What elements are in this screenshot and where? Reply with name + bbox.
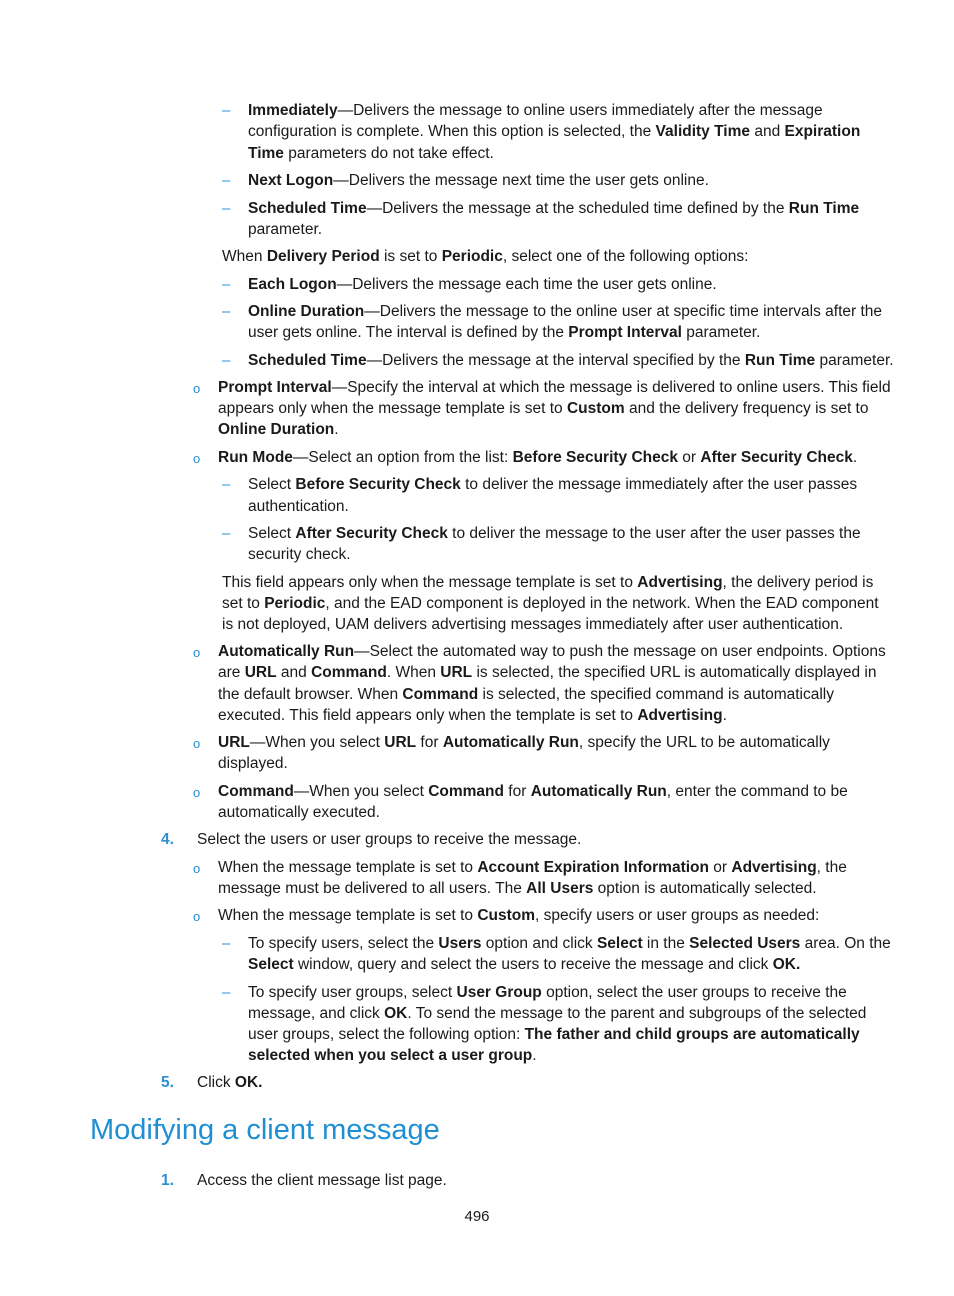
text-line: Access the client message list page. <box>197 1172 447 1189</box>
circle-bullet: o <box>193 451 201 466</box>
page-number: 496 <box>464 1208 490 1225</box>
text-line: Run Mode—Select an option from the list: Before Security Check or After Security Check. <box>218 449 858 466</box>
text-line: parameter. <box>248 221 323 238</box>
text-line: When the message template is set to Custom, specify users or user groups as needed: <box>218 907 820 924</box>
text-line: appears only when the message template is set to Custom and the delivery frequency is set to <box>218 400 869 417</box>
dash-bullet: – <box>222 984 231 1001</box>
circle-bullet: o <box>193 909 201 924</box>
text-line: set to Periodic, and the EAD component is deployed in the network. When the EAD component <box>222 595 879 612</box>
text-line: Select After Security Check to deliver the message to the user after the user passes the <box>248 525 861 542</box>
circle-bullet: o <box>193 645 201 660</box>
circle-bullet: o <box>193 736 201 751</box>
circle-bullet: o <box>193 785 201 800</box>
step-number: 1. <box>161 1172 174 1189</box>
text-line: Automatically Run—Select the automated way to push the message on user endpoints. Options <box>218 643 886 660</box>
text-line: When Delivery Period is set to Periodic, select one of the following options: <box>222 248 749 265</box>
text-line: To specify user groups, select User Group option, select the user groups to receive the <box>248 984 847 1001</box>
text-line: selected when you select a user group. <box>248 1047 537 1064</box>
text-line: automatically executed. <box>218 804 380 821</box>
dash-bullet: – <box>222 102 231 119</box>
text-line: Online Duration—Delivers the message to the online user at specific time intervals after the <box>248 303 883 320</box>
text-line: Select Before Security Check to deliver the message immediately after the user passes <box>248 476 858 493</box>
dash-bullet: – <box>222 200 231 217</box>
step-number: 5. <box>161 1074 174 1091</box>
circle-bullet: o <box>193 381 201 396</box>
dash-bullet: – <box>222 935 231 952</box>
text-line: displayed. <box>218 755 288 772</box>
text-line: Time parameters do not take effect. <box>248 145 494 162</box>
text-line: Select the users or user groups to receive the message. <box>197 831 582 848</box>
text-line: Scheduled Time—Delivers the message at the scheduled time defined by the Run Time <box>248 200 860 217</box>
text-line: Immediately—Delivers the message to online users immediately after the message <box>248 102 823 119</box>
text-line: executed. This field appears only when the template is set to Advertising. <box>218 707 727 724</box>
text-line: message, and click OK. To send the message to the parent and subgroups of the selected <box>248 1005 867 1022</box>
text-line: URL—When you select URL for Automatically Run, specify the URL to be automatically <box>218 734 830 751</box>
text-line: security check. <box>248 546 351 563</box>
dash-bullet: – <box>222 476 231 493</box>
dash-bullet: – <box>222 352 231 369</box>
text-line: Select window, query and select the users to receive the message and click OK. <box>248 956 801 973</box>
text-line: is not deployed, UAM delivers advertising messages immediately after user authentication. <box>222 616 844 633</box>
text-line: This field appears only when the message template is set to Advertising, the delivery period is <box>222 574 874 591</box>
text-line: are URL and Command. When URL is selected, the specified URL is automatically displayed in <box>218 664 877 681</box>
text-line: message must be delivered to all users. The All Users option is automatically selected. <box>218 880 817 897</box>
text-line: user groups, select the following option: The father and child groups are automatically <box>248 1026 860 1043</box>
text-line: Online Duration. <box>218 421 339 438</box>
text-line: user gets online. The interval is defined by the Prompt Interval parameter. <box>248 324 761 341</box>
text-line: Next Logon—Delivers the message next time the user gets online. <box>248 172 709 189</box>
text-line: Scheduled Time—Delivers the message at the interval specified by the Run Time parameter. <box>248 352 894 369</box>
dash-bullet: – <box>222 303 231 320</box>
text-line: Each Logon—Delivers the message each time the user gets online. <box>248 276 717 293</box>
text-line: configuration is complete. When this option is selected, the Validity Time and Expiration <box>248 123 861 140</box>
text-line: To specify users, select the Users option and click Select in the Selected Users area. On the <box>248 935 891 952</box>
dash-bullet: – <box>222 525 231 542</box>
text-line: When the message template is set to Account Expiration Information or Advertising, the <box>218 859 847 876</box>
text-line: the default browser. When Command is selected, the specified command is automatically <box>218 686 834 703</box>
text-line: Click OK. <box>197 1074 263 1091</box>
text-line: Command—When you select Command for Automatically Run, enter the command to be <box>218 783 848 800</box>
step-number: 4. <box>161 831 174 848</box>
circle-bullet: o <box>193 861 201 876</box>
dash-bullet: – <box>222 172 231 189</box>
text-line: Prompt Interval—Specify the interval at which the message is delivered to online users. This field <box>218 379 891 396</box>
text-line: authentication. <box>248 498 349 515</box>
dash-bullet: – <box>222 276 231 293</box>
section-heading: Modifying a client message <box>90 1114 440 1146</box>
